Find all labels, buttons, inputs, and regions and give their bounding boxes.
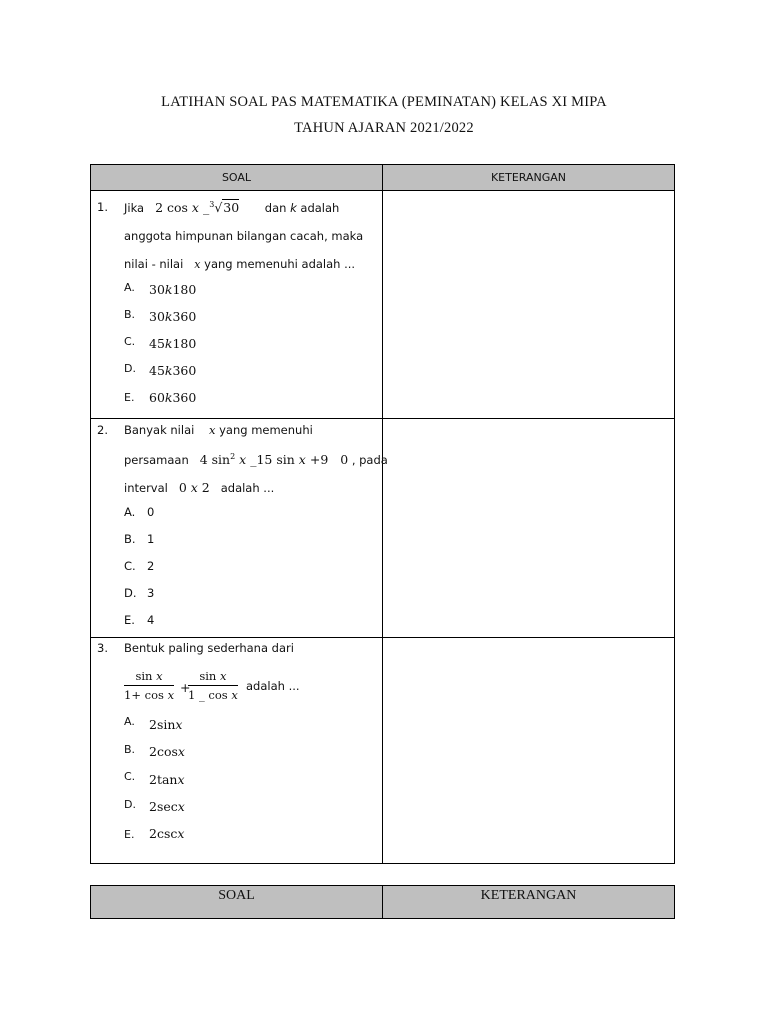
question-text-line-3 [124, 257, 355, 271]
table-row [91, 419, 675, 638]
fraction-2 [188, 669, 238, 702]
variable-x: x [177, 826, 185, 841]
question-text-banyak-nilai: Banyak nilai [124, 423, 195, 437]
variable-k: k [164, 336, 173, 351]
interval-lower: 0 [178, 480, 187, 495]
table-header-row [91, 165, 675, 191]
variable-x: x [167, 688, 175, 702]
equation-term-c: +9 [309, 452, 329, 468]
variable-x: x [231, 688, 238, 702]
sin-function: sin [135, 669, 153, 683]
option-c-constant: 45 [149, 336, 165, 351]
cos-function: cos [144, 688, 164, 702]
question-text-memenuhi: yang memenuhi [219, 423, 313, 437]
equation-rhs: 0 [340, 452, 349, 468]
document-title: LATIHAN SOAL PAS MATEMATIKA (PEMINATAN) KELAS XI MIPA [161, 94, 607, 110]
question-text-persamaan: persamaan [124, 453, 189, 468]
fraction-1 [124, 669, 174, 702]
column-header-keterangan: KETERANGAN [383, 886, 675, 919]
equation-line [124, 452, 388, 467]
column-header-soal: SOAL [91, 165, 383, 191]
option-c-text: 2tan [149, 772, 178, 787]
table-row [91, 191, 675, 419]
interval-expression [179, 480, 210, 495]
option-d-label: D. [124, 586, 137, 600]
question-number: 1. [97, 200, 108, 214]
question-text: Bentuk paling sederhana dari [124, 641, 294, 655]
column-header-soal: SOAL [91, 886, 383, 919]
question-text [124, 200, 339, 215]
option-b-label: B. [124, 532, 136, 546]
question-text-pada: , pada [351, 453, 388, 468]
option-a-text: 2sin [149, 717, 176, 732]
option-d-value: 3 [147, 586, 155, 600]
question-text-jika: Jika [124, 201, 145, 216]
table-row [91, 638, 675, 864]
option-a-label: A. [124, 715, 135, 728]
sin-function: sin [199, 669, 217, 683]
option-a-value: 0 [147, 505, 155, 519]
option-d-multiplier: 360 [172, 363, 197, 378]
variable-x: x [219, 669, 227, 683]
variable-k: k [290, 201, 297, 216]
variable-x: x [156, 669, 163, 683]
option-e-multiplier: 360 [172, 390, 197, 405]
option-e-constant: 60 [149, 390, 165, 405]
question-number: 3. [97, 641, 108, 655]
option-e-value [149, 826, 184, 841]
option-e-label: E. [124, 828, 135, 841]
radical-index: 3 [209, 200, 215, 209]
option-d-value [149, 363, 196, 378]
question-text-dan: dan [264, 201, 287, 216]
option-e-value [149, 390, 196, 405]
option-c-value: 2 [147, 559, 155, 573]
option-c-label: C. [124, 335, 136, 348]
option-b-constant: 30 [149, 309, 165, 324]
variable-x: x [175, 717, 183, 732]
option-c-label: C. [124, 770, 136, 783]
constant-one: 1 [124, 688, 132, 702]
variable-k: k [164, 363, 173, 378]
question-text-line-2: anggota himpunan bilangan cacah, maka [124, 229, 364, 243]
question-text-nilai: nilai - nilai [124, 257, 184, 271]
option-d-constant: 45 [149, 363, 165, 378]
option-d-text: 2sec [149, 799, 178, 814]
interval-upper: 2 [201, 480, 210, 495]
option-c-value [149, 772, 185, 787]
question-number: 2. [97, 423, 108, 437]
variable-x: x [194, 258, 201, 271]
variable-x: x [177, 772, 185, 787]
question-2-cell [91, 419, 388, 638]
option-c-value [149, 336, 196, 351]
option-a-label: A. [124, 505, 136, 519]
radicand: 30 [223, 200, 240, 216]
plus-operator: + [131, 688, 141, 702]
fraction-1-numerator [124, 669, 174, 686]
equation: 2 cos x _$^3$√30 [155, 200, 240, 216]
document-subtitle: TAHUN AJARAN 2021/2022 [294, 120, 474, 136]
option-b-value [149, 744, 185, 759]
option-a-label: A. [124, 281, 135, 294]
option-a-multiplier: 180 [172, 282, 197, 297]
plus-operator: + [180, 680, 191, 695]
table-header-row [91, 886, 675, 919]
option-b-label: B. [124, 308, 136, 321]
question-table-2 [90, 885, 675, 919]
option-a-value [149, 282, 196, 297]
option-c-label: C. [124, 559, 136, 573]
variable-k: k [164, 282, 173, 297]
variable-k: k [164, 390, 173, 405]
equation-exponent: 2 [230, 452, 236, 461]
equation [200, 452, 348, 467]
option-d-value [149, 799, 185, 814]
variable-x: x [177, 744, 185, 759]
equation-lhs: 2 cos [155, 200, 188, 216]
question-text [124, 423, 313, 437]
question-text-adalah: adalah [300, 201, 340, 216]
option-c-multiplier: 180 [172, 336, 197, 351]
variable-x: x [298, 452, 306, 468]
cos-function: cos [208, 688, 228, 702]
option-d-label: D. [124, 798, 136, 811]
question-3-keterangan [383, 638, 675, 864]
option-b-value [149, 309, 196, 324]
option-b-text: 2cos [149, 744, 178, 759]
question-text-memenuhi: yang memenuhi adalah ... [204, 257, 356, 271]
constant-one: 1 [188, 688, 196, 702]
interval-line [124, 480, 274, 495]
option-e-value: 4 [147, 613, 155, 627]
question-2-keterangan [383, 419, 675, 638]
equation-term-a: 4 sin [199, 452, 231, 468]
fraction-1-denominator [124, 686, 174, 702]
option-b-value: 1 [147, 532, 155, 546]
variable-x: x [208, 423, 216, 437]
option-e-label: E. [124, 613, 135, 627]
option-e-text: 2csc [149, 826, 178, 841]
option-d-label: D. [124, 362, 136, 375]
question-table [90, 164, 675, 864]
option-a-value [149, 717, 182, 732]
question-text-adalah: adalah ... [220, 481, 275, 495]
option-a-constant: 30 [149, 282, 165, 297]
column-header-keterangan: KETERANGAN [383, 165, 675, 191]
option-e-label: E. [124, 391, 135, 404]
variable-k: k [164, 309, 173, 324]
variable-x: x [239, 452, 247, 468]
question-1-cell [91, 191, 383, 419]
fraction-2-numerator [188, 669, 238, 686]
equation-operator: _ [202, 200, 210, 216]
equation-term-b: _15 sin [250, 452, 295, 468]
minus-operator: _ [198, 688, 205, 702]
equation-variable: x [191, 200, 199, 216]
option-b-label: B. [124, 743, 136, 756]
option-b-multiplier: 360 [172, 309, 197, 324]
question-3-cell [91, 638, 383, 864]
question-text-adalah: adalah ... [246, 679, 300, 693]
fraction-2-denominator [188, 686, 238, 702]
question-text-interval: interval [124, 481, 168, 495]
variable-x: x [190, 480, 198, 495]
variable-x: x [177, 799, 185, 814]
question-1-keterangan [383, 191, 675, 419]
